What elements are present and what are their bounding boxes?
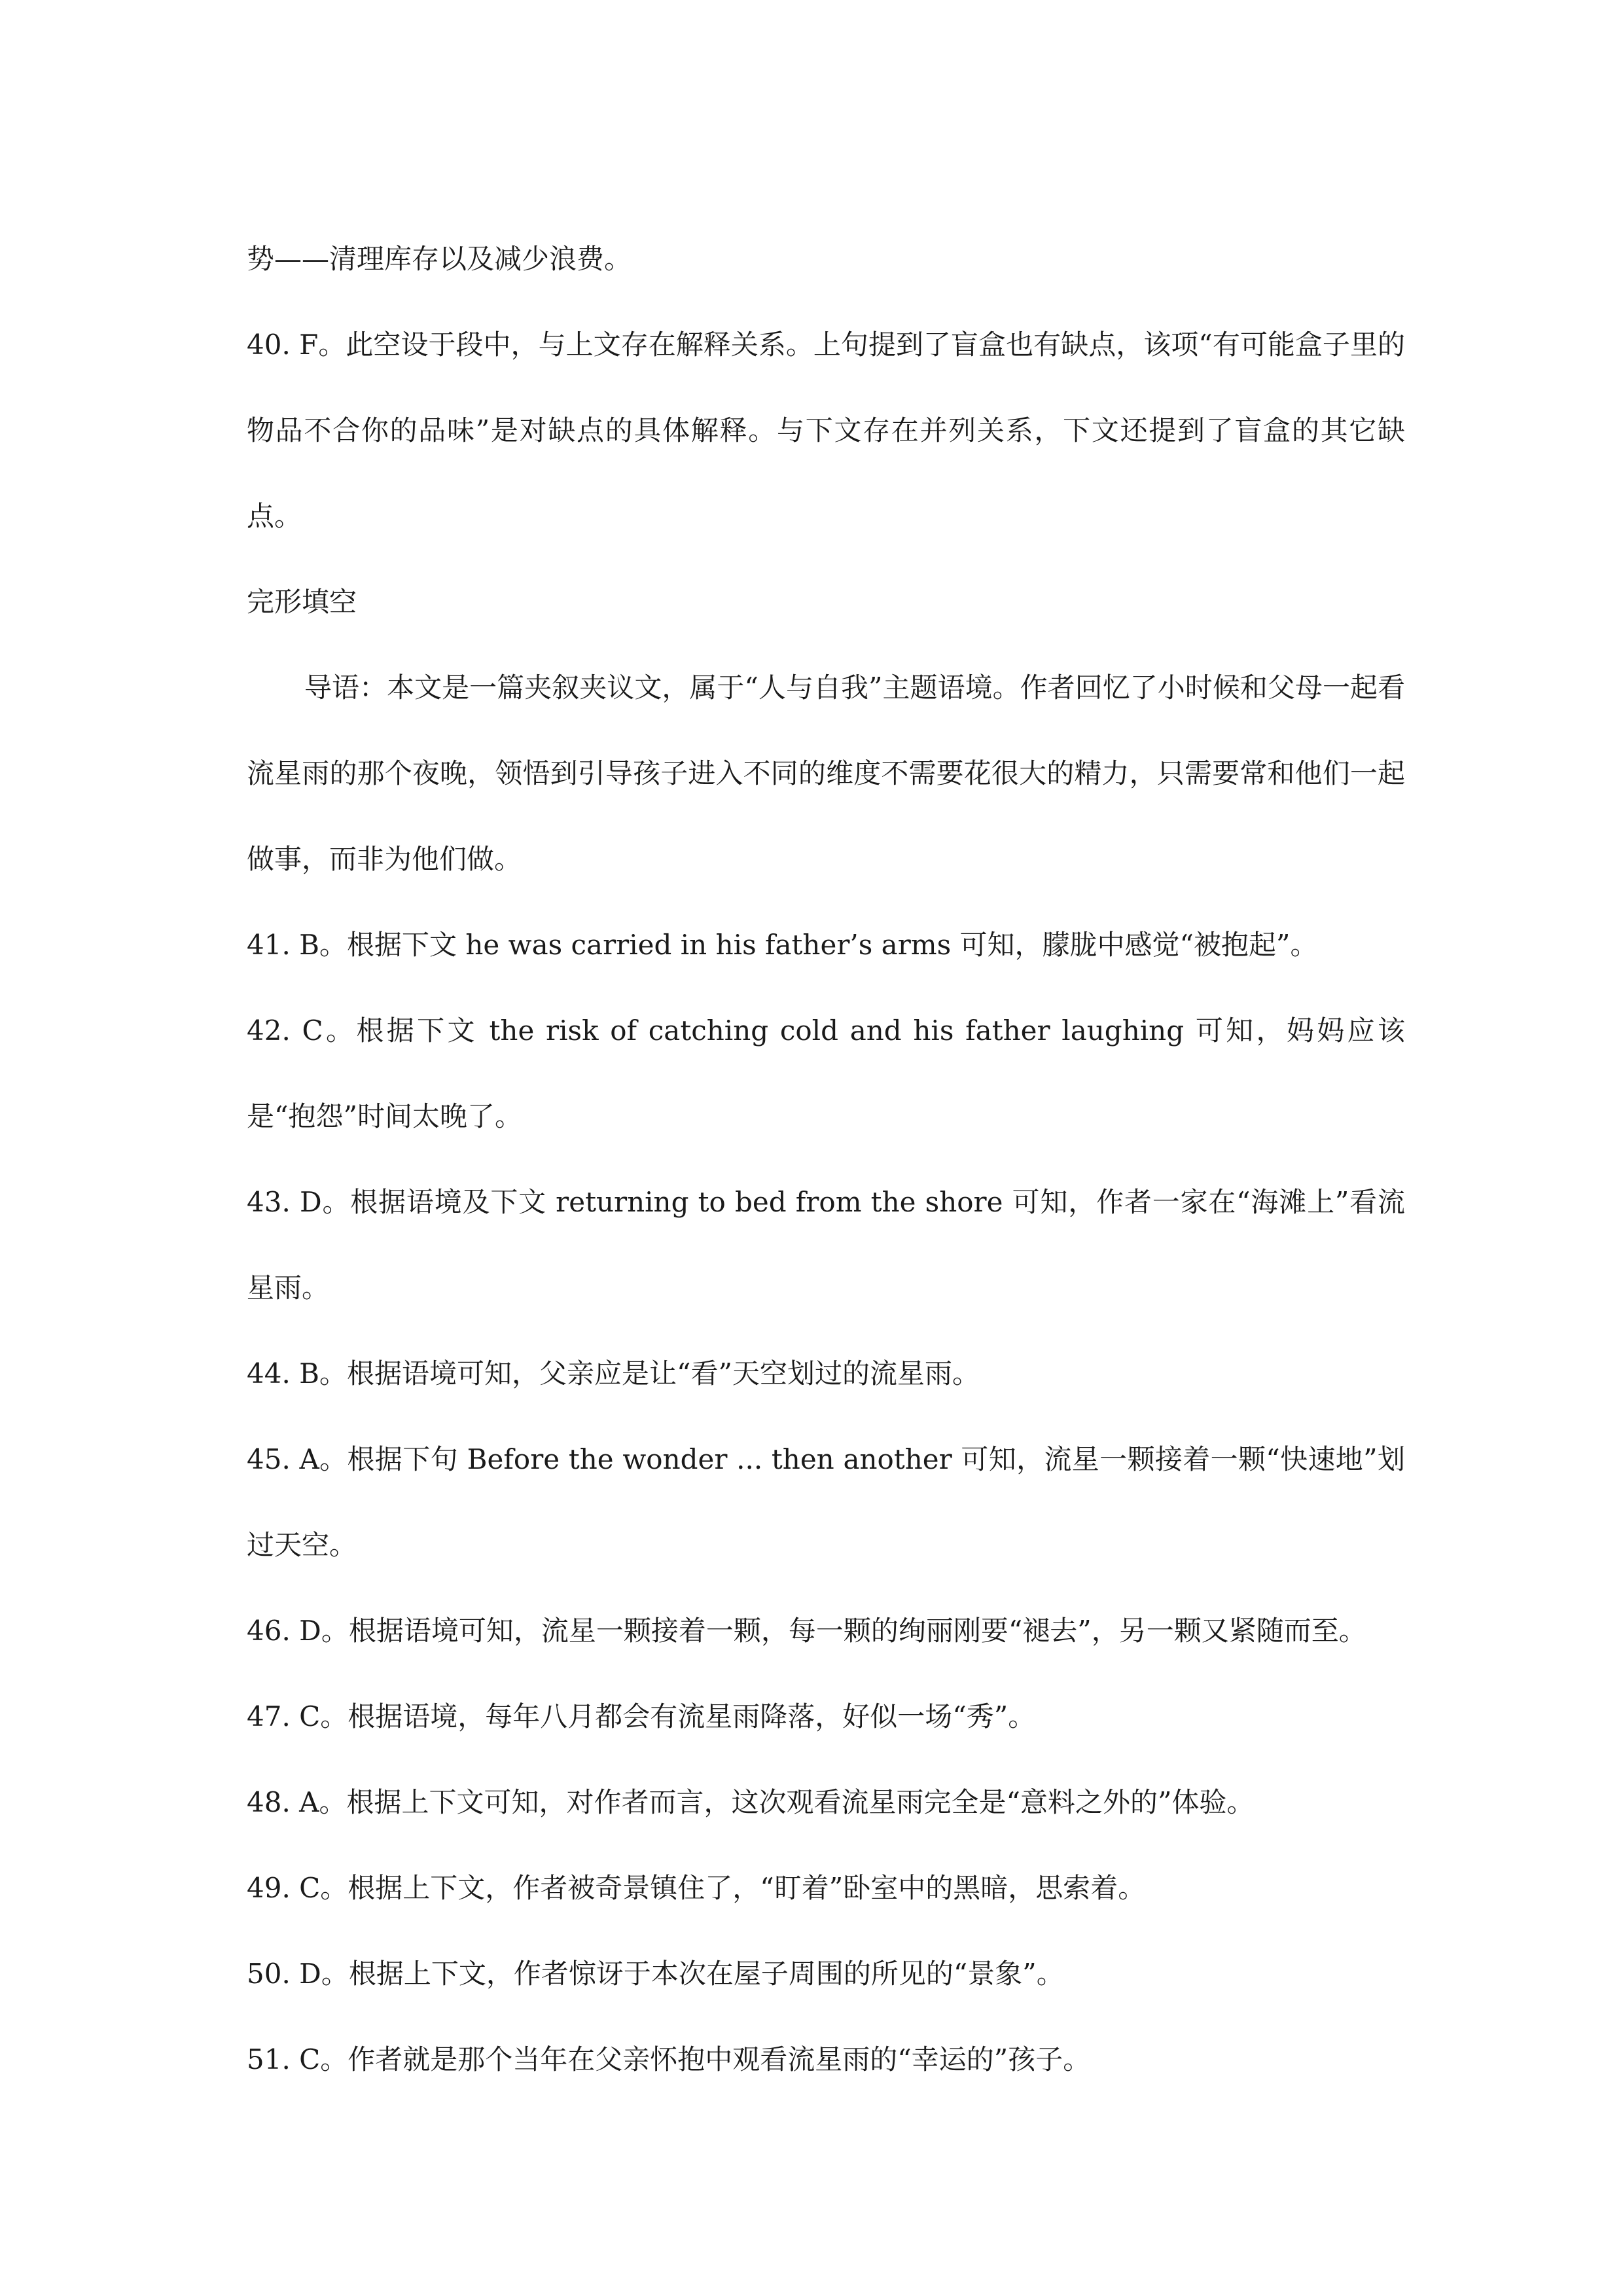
answer-46: 46. D。根据语境可知，流星一颗接着一颗，每一颗的绚丽刚要“褪去”，另一颗又紧随而至。 [247, 1615, 1366, 1647]
answer-47: 47. C。根据语境，每年八月都会有流星雨降落，好似一场“秀”。 [247, 1700, 1036, 1732]
answer-48: 48. A。根据上下文可知，对作者而言，这次观看流星雨完全是“意料之外的”体验。 [247, 1786, 1255, 1818]
cloze-introduction: 导语：本文是一篇夹叙夹议文，属于“人与自我”主题语境。作者回忆了小时候和父母一起看流星雨的那个夜晚，领悟到引导孩子进入不同的维度不需要花很大的精力，只需要常和他们一起做事，而非为他们做。 [247, 672, 1405, 875]
section-heading-cloze: 完形填空 [247, 586, 357, 618]
answer-41: 41. B。根据下文 he was carried in his father’s arms 可知，朦胧中感觉“被抱起”。 [247, 929, 1318, 961]
answer-44: 44. B。根据语境可知，父亲应是让“看”天空划过的流星雨。 [247, 1357, 980, 1390]
answer-40: 40. F。此空设于段中，与上文存在解释关系。上句提到了盲盒也有缺点，该项“有可能盒子里的物品不合你的品味”是对缺点的具体解释。与下文存在并列关系，下文还提到了盲盒的其它缺点。 [247, 329, 1405, 532]
answer-explanations [247, 216, 1405, 2102]
answer-45: 45. A。根据下句 Before the wonder ... then another 可知，流星一颗接着一颗“快速地”划过天空。 [247, 1443, 1405, 1561]
answer-49: 49. C。根据上下文，作者被奇景镇住了，“盯着”卧室中的黑暗，思索着。 [247, 1872, 1146, 1904]
answer-51: 51. C。作者就是那个当年在父亲怀抱中观看流星雨的“幸运的”孩子。 [247, 2043, 1091, 2075]
answer-50: 50. D。根据上下文，作者惊讶于本次在屋子周围的所见的“景象”。 [247, 1958, 1064, 1990]
paragraph-continuation: 势——清理库存以及减少浪费。 [247, 243, 632, 275]
answer-43: 43. D。根据语境及下文 returning to bed from the shore 可知，作者一家在“海滩上”看流星雨。 [247, 1186, 1405, 1304]
answer-42: 42. C。根据下文 the risk of catching cold and his father laughing 可知，妈妈应该是“抱怨”时间太晚了。 [247, 1014, 1405, 1132]
